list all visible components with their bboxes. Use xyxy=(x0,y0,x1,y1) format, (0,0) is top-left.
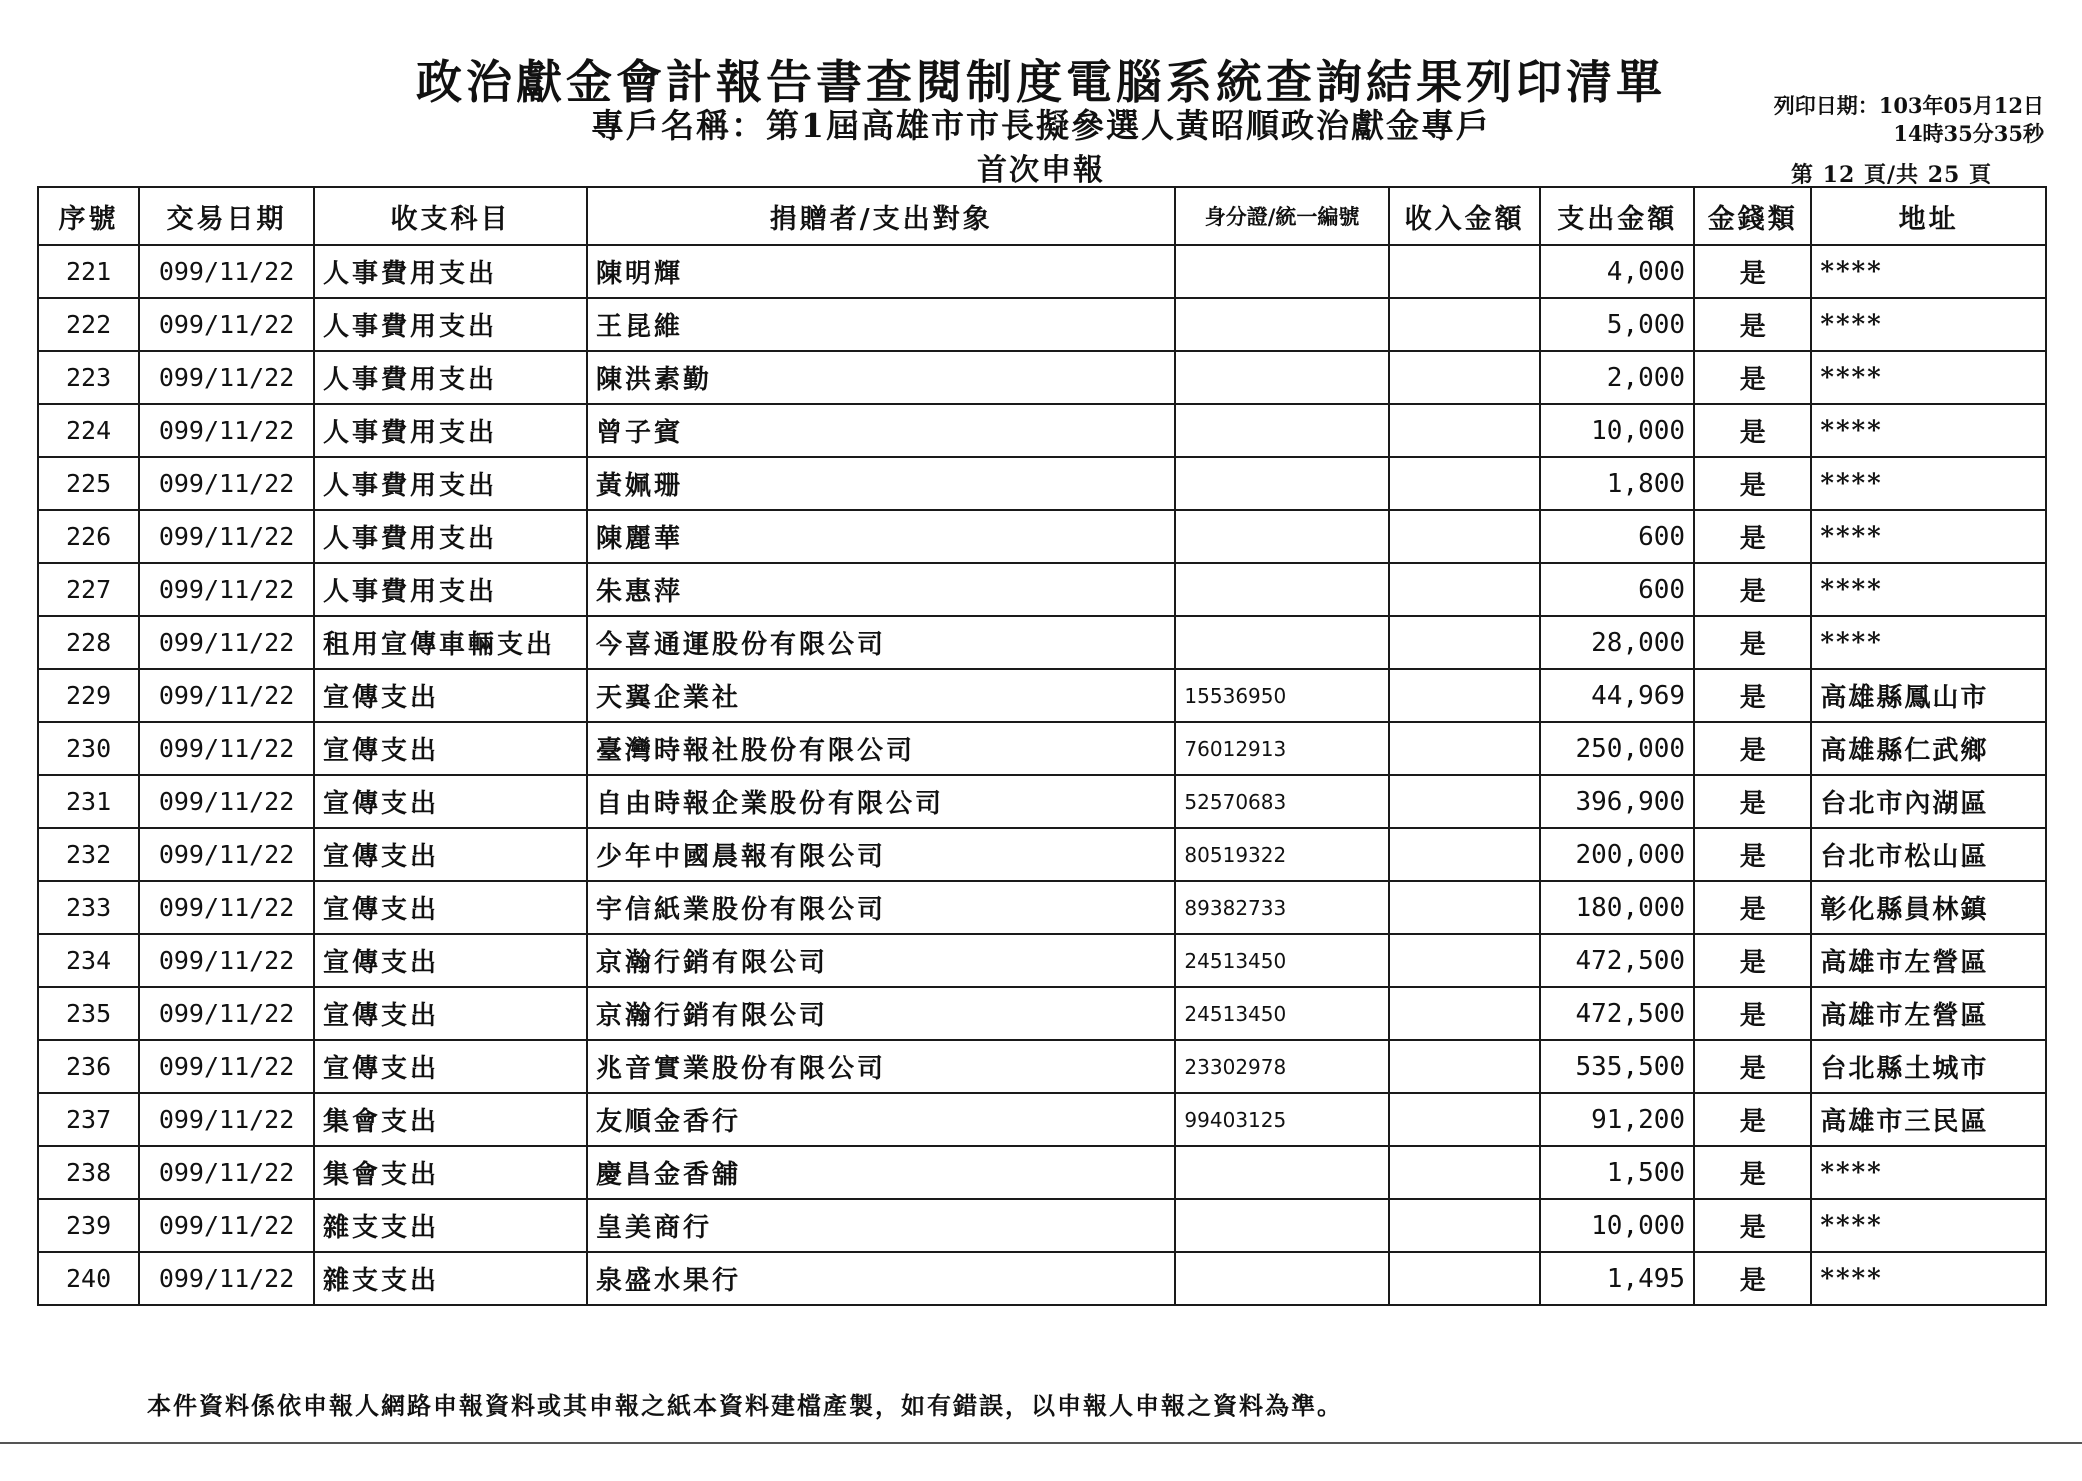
cell-income xyxy=(1389,1199,1541,1252)
page-prefix: 第 xyxy=(1790,162,1814,188)
cell-date: 099/11/22 xyxy=(139,298,314,351)
cell-expense: 91,200 xyxy=(1540,1093,1694,1146)
cell-category: 集會支出 xyxy=(314,1093,587,1146)
table-row xyxy=(38,775,2046,828)
cell-id xyxy=(1175,351,1388,404)
cell-donor: 天翼企業社 xyxy=(587,669,1175,722)
cell-donor: 宇信紙業股份有限公司 xyxy=(587,881,1175,934)
page-total: 25 xyxy=(1927,162,1961,188)
cell-no: 234 xyxy=(38,934,139,987)
cell-date: 099/11/22 xyxy=(139,934,314,987)
col-header-income: 收入金額 xyxy=(1389,187,1541,245)
cell-donor: 陳明輝 xyxy=(587,245,1175,298)
cell-money-flag: 是 xyxy=(1694,298,1811,351)
cell-money-flag: 是 xyxy=(1694,404,1811,457)
table-row xyxy=(38,669,2046,722)
cell-money-flag: 是 xyxy=(1694,775,1811,828)
cell-expense: 28,000 xyxy=(1540,616,1694,669)
document-title: 政治獻金會計報告書查閱制度電腦系統查詢結果列印清單 xyxy=(416,55,1666,109)
cell-id xyxy=(1175,457,1388,510)
cell-id xyxy=(1175,510,1388,563)
cell-address: **** xyxy=(1811,1146,2046,1199)
cell-income xyxy=(1389,1146,1541,1199)
cell-address: **** xyxy=(1811,245,2046,298)
cell-category: 人事費用支出 xyxy=(314,404,587,457)
print-time: 14時35分35秒 xyxy=(1893,121,2044,146)
cell-address: 台北市松山區 xyxy=(1811,828,2046,881)
cell-address: **** xyxy=(1811,1199,2046,1252)
cell-category: 人事費用支出 xyxy=(314,563,587,616)
table-row xyxy=(38,1040,2046,1093)
cell-date: 099/11/22 xyxy=(139,1093,314,1146)
cell-category: 宣傳支出 xyxy=(314,669,587,722)
cell-date: 099/11/22 xyxy=(139,1252,314,1305)
cell-no: 229 xyxy=(38,669,139,722)
cell-category: 宣傳支出 xyxy=(314,722,587,775)
cell-id xyxy=(1175,1146,1388,1199)
table-row xyxy=(38,457,2046,510)
ledger-body xyxy=(38,245,2046,1305)
cell-address: 台北市內湖區 xyxy=(1811,775,2046,828)
cell-no: 237 xyxy=(38,1093,139,1146)
cell-category: 人事費用支出 xyxy=(314,351,587,404)
cell-money-flag: 是 xyxy=(1694,351,1811,404)
cell-expense: 535,500 xyxy=(1540,1040,1694,1093)
table-row xyxy=(38,987,2046,1040)
cell-category: 人事費用支出 xyxy=(314,245,587,298)
cell-date: 099/11/22 xyxy=(139,510,314,563)
cell-date: 099/11/22 xyxy=(139,563,314,616)
cell-expense: 180,000 xyxy=(1540,881,1694,934)
table-row xyxy=(38,1146,2046,1199)
cell-no: 230 xyxy=(38,722,139,775)
cell-category: 雜支支出 xyxy=(314,1199,587,1252)
cell-donor: 曾子賓 xyxy=(587,404,1175,457)
cell-money-flag: 是 xyxy=(1694,1199,1811,1252)
cell-category: 集會支出 xyxy=(314,1146,587,1199)
cell-income xyxy=(1389,351,1541,404)
cell-no: 235 xyxy=(38,987,139,1040)
cell-no: 221 xyxy=(38,245,139,298)
bottom-rule xyxy=(0,1442,2082,1444)
cell-date: 099/11/22 xyxy=(139,351,314,404)
table-row xyxy=(38,616,2046,669)
cell-category: 人事費用支出 xyxy=(314,457,587,510)
cell-income xyxy=(1389,987,1541,1040)
account-name: 專戶名稱：第1屆高雄市市長擬參選人黃昭順政治獻金專戶 xyxy=(591,106,1491,145)
cell-no: 233 xyxy=(38,881,139,934)
cell-money-flag: 是 xyxy=(1694,1093,1811,1146)
table-row xyxy=(38,828,2046,881)
cell-no: 238 xyxy=(38,1146,139,1199)
cell-donor: 王昆維 xyxy=(587,298,1175,351)
page-current: 12 xyxy=(1822,162,1856,188)
table-row xyxy=(38,404,2046,457)
cell-id xyxy=(1175,616,1388,669)
cell-money-flag: 是 xyxy=(1694,1252,1811,1305)
cell-income xyxy=(1389,934,1541,987)
cell-no: 226 xyxy=(38,510,139,563)
cell-income xyxy=(1389,616,1541,669)
cell-money-flag: 是 xyxy=(1694,1146,1811,1199)
cell-money-flag: 是 xyxy=(1694,722,1811,775)
cell-id: 76012913 xyxy=(1175,722,1388,775)
col-header-date: 交易日期 xyxy=(139,187,314,245)
cell-date: 099/11/22 xyxy=(139,881,314,934)
table-row xyxy=(38,245,2046,298)
col-header-id: 身分證/統一編號 xyxy=(1175,187,1388,245)
cell-donor: 兆音實業股份有限公司 xyxy=(587,1040,1175,1093)
footer-note: 本件資料係依申報人網路申報資料或其申報之紙本資料建檔產製，如有錯誤，以申報人申報之資料為準。 xyxy=(147,1391,1343,1420)
cell-category: 宣傳支出 xyxy=(314,934,587,987)
cell-donor: 京瀚行銷有限公司 xyxy=(587,987,1175,1040)
cell-date: 099/11/22 xyxy=(139,1146,314,1199)
cell-expense: 396,900 xyxy=(1540,775,1694,828)
cell-money-flag: 是 xyxy=(1694,510,1811,563)
cell-expense: 1,800 xyxy=(1540,457,1694,510)
table-row xyxy=(38,722,2046,775)
cell-expense: 1,500 xyxy=(1540,1146,1694,1199)
cell-no: 224 xyxy=(38,404,139,457)
cell-no: 239 xyxy=(38,1199,139,1252)
cell-date: 099/11/22 xyxy=(139,775,314,828)
cell-id: 52570683 xyxy=(1175,775,1388,828)
cell-no: 223 xyxy=(38,351,139,404)
cell-money-flag: 是 xyxy=(1694,987,1811,1040)
cell-money-flag: 是 xyxy=(1694,245,1811,298)
cell-address: **** xyxy=(1811,1252,2046,1305)
table-row xyxy=(38,1252,2046,1305)
cell-donor: 臺灣時報社股份有限公司 xyxy=(587,722,1175,775)
cell-no: 228 xyxy=(38,616,139,669)
cell-money-flag: 是 xyxy=(1694,457,1811,510)
cell-income xyxy=(1389,457,1541,510)
cell-income xyxy=(1389,510,1541,563)
cell-income xyxy=(1389,669,1541,722)
cell-donor: 黃姵珊 xyxy=(587,457,1175,510)
cell-date: 099/11/22 xyxy=(139,828,314,881)
cell-no: 236 xyxy=(38,1040,139,1093)
cell-expense: 10,000 xyxy=(1540,404,1694,457)
cell-id xyxy=(1175,298,1388,351)
cell-address: 高雄縣仁武鄉 xyxy=(1811,722,2046,775)
cell-category: 雜支支出 xyxy=(314,1252,587,1305)
header-row xyxy=(38,187,2046,245)
table-row xyxy=(38,351,2046,404)
cell-category: 租用宣傳車輛支出 xyxy=(314,616,587,669)
cell-address: **** xyxy=(1811,616,2046,669)
cell-expense: 1,495 xyxy=(1540,1252,1694,1305)
cell-donor: 京瀚行銷有限公司 xyxy=(587,934,1175,987)
col-header-category: 收支科目 xyxy=(314,187,587,245)
cell-expense: 600 xyxy=(1540,510,1694,563)
page-suffix: 頁 xyxy=(1968,162,1992,188)
cell-expense: 10,000 xyxy=(1540,1199,1694,1252)
cell-money-flag: 是 xyxy=(1694,828,1811,881)
cell-no: 222 xyxy=(38,298,139,351)
cell-income xyxy=(1389,828,1541,881)
cell-donor: 陳麗華 xyxy=(587,510,1175,563)
cell-income xyxy=(1389,245,1541,298)
table-row xyxy=(38,510,2046,563)
cell-income xyxy=(1389,1252,1541,1305)
cell-no: 232 xyxy=(38,828,139,881)
cell-address: 高雄市左營區 xyxy=(1811,934,2046,987)
cell-expense: 200,000 xyxy=(1540,828,1694,881)
cell-address: **** xyxy=(1811,351,2046,404)
col-header-donor: 捐贈者/支出對象 xyxy=(587,187,1175,245)
cell-expense: 4,000 xyxy=(1540,245,1694,298)
cell-income xyxy=(1389,1093,1541,1146)
cell-donor: 自由時報企業股份有限公司 xyxy=(587,775,1175,828)
cell-donor: 友順金香行 xyxy=(587,1093,1175,1146)
cell-address: 高雄市左營區 xyxy=(1811,987,2046,1040)
cell-category: 人事費用支出 xyxy=(314,298,587,351)
cell-id: 24513450 xyxy=(1175,987,1388,1040)
cell-no: 240 xyxy=(38,1252,139,1305)
cell-donor: 少年中國晨報有限公司 xyxy=(587,828,1175,881)
cell-id: 80519322 xyxy=(1175,828,1388,881)
cell-category: 宣傳支出 xyxy=(314,881,587,934)
cell-expense: 250,000 xyxy=(1540,722,1694,775)
cell-income xyxy=(1389,1040,1541,1093)
col-header-money-flag: 金錢類 xyxy=(1694,187,1811,245)
cell-money-flag: 是 xyxy=(1694,563,1811,616)
cell-expense: 472,500 xyxy=(1540,934,1694,987)
cell-address: **** xyxy=(1811,298,2046,351)
cell-expense: 2,000 xyxy=(1540,351,1694,404)
report-type: 首次申報 xyxy=(977,153,1105,188)
cell-money-flag: 是 xyxy=(1694,616,1811,669)
cell-category: 人事費用支出 xyxy=(314,510,587,563)
cell-date: 099/11/22 xyxy=(139,669,314,722)
table-row xyxy=(38,563,2046,616)
cell-date: 099/11/22 xyxy=(139,1199,314,1252)
page-separator: 頁/共 xyxy=(1863,162,1920,188)
cell-id: 89382733 xyxy=(1175,881,1388,934)
cell-money-flag: 是 xyxy=(1694,881,1811,934)
cell-income xyxy=(1389,563,1541,616)
cell-income xyxy=(1389,722,1541,775)
cell-income xyxy=(1389,881,1541,934)
cell-donor: 慶昌金香舖 xyxy=(587,1146,1175,1199)
col-header-address: 地址 xyxy=(1811,187,2046,245)
cell-address: **** xyxy=(1811,563,2046,616)
cell-address: **** xyxy=(1811,457,2046,510)
cell-id: 23302978 xyxy=(1175,1040,1388,1093)
page-indicator xyxy=(1791,158,1992,189)
cell-donor: 泉盛水果行 xyxy=(587,1252,1175,1305)
cell-money-flag: 是 xyxy=(1694,1040,1811,1093)
cell-category: 宣傳支出 xyxy=(314,775,587,828)
cell-id: 99403125 xyxy=(1175,1093,1388,1146)
cell-date: 099/11/22 xyxy=(139,457,314,510)
cell-id xyxy=(1175,1199,1388,1252)
cell-address: **** xyxy=(1811,510,2046,563)
cell-income xyxy=(1389,298,1541,351)
cell-expense: 5,000 xyxy=(1540,298,1694,351)
table-row xyxy=(38,298,2046,351)
cell-date: 099/11/22 xyxy=(139,245,314,298)
ledger-table xyxy=(37,186,2047,1306)
cell-date: 099/11/22 xyxy=(139,404,314,457)
cell-address: **** xyxy=(1811,404,2046,457)
cell-category: 宣傳支出 xyxy=(314,987,587,1040)
cell-address: 高雄縣鳳山市 xyxy=(1811,669,2046,722)
cell-date: 099/11/22 xyxy=(139,987,314,1040)
cell-donor: 皇美商行 xyxy=(587,1199,1175,1252)
cell-donor: 朱惠萍 xyxy=(587,563,1175,616)
print-date: 列印日期：103年05月12日 xyxy=(1773,93,2044,118)
table-row xyxy=(38,1093,2046,1146)
cell-money-flag: 是 xyxy=(1694,934,1811,987)
cell-date: 099/11/22 xyxy=(139,722,314,775)
col-header-expense: 支出金額 xyxy=(1540,187,1694,245)
cell-id: 15536950 xyxy=(1175,669,1388,722)
cell-no: 227 xyxy=(38,563,139,616)
cell-donor: 陳洪素勤 xyxy=(587,351,1175,404)
cell-category: 宣傳支出 xyxy=(314,1040,587,1093)
table-row xyxy=(38,934,2046,987)
cell-date: 099/11/22 xyxy=(139,616,314,669)
cell-address: 高雄市三民區 xyxy=(1811,1093,2046,1146)
cell-income xyxy=(1389,404,1541,457)
table-row xyxy=(38,881,2046,934)
cell-address: 彰化縣員林鎮 xyxy=(1811,881,2046,934)
cell-expense: 44,969 xyxy=(1540,669,1694,722)
cell-id xyxy=(1175,563,1388,616)
table-row xyxy=(38,1199,2046,1252)
cell-expense: 472,500 xyxy=(1540,987,1694,1040)
cell-income xyxy=(1389,775,1541,828)
cell-id: 24513450 xyxy=(1175,934,1388,987)
cell-money-flag: 是 xyxy=(1694,669,1811,722)
cell-donor: 今喜通運股份有限公司 xyxy=(587,616,1175,669)
cell-id xyxy=(1175,404,1388,457)
col-header-no: 序號 xyxy=(38,187,139,245)
cell-no: 225 xyxy=(38,457,139,510)
cell-no: 231 xyxy=(38,775,139,828)
cell-category: 宣傳支出 xyxy=(314,828,587,881)
cell-address: 台北縣土城市 xyxy=(1811,1040,2046,1093)
cell-id xyxy=(1175,1252,1388,1305)
cell-expense: 600 xyxy=(1540,563,1694,616)
cell-date: 099/11/22 xyxy=(139,1040,314,1093)
cell-id xyxy=(1175,245,1388,298)
